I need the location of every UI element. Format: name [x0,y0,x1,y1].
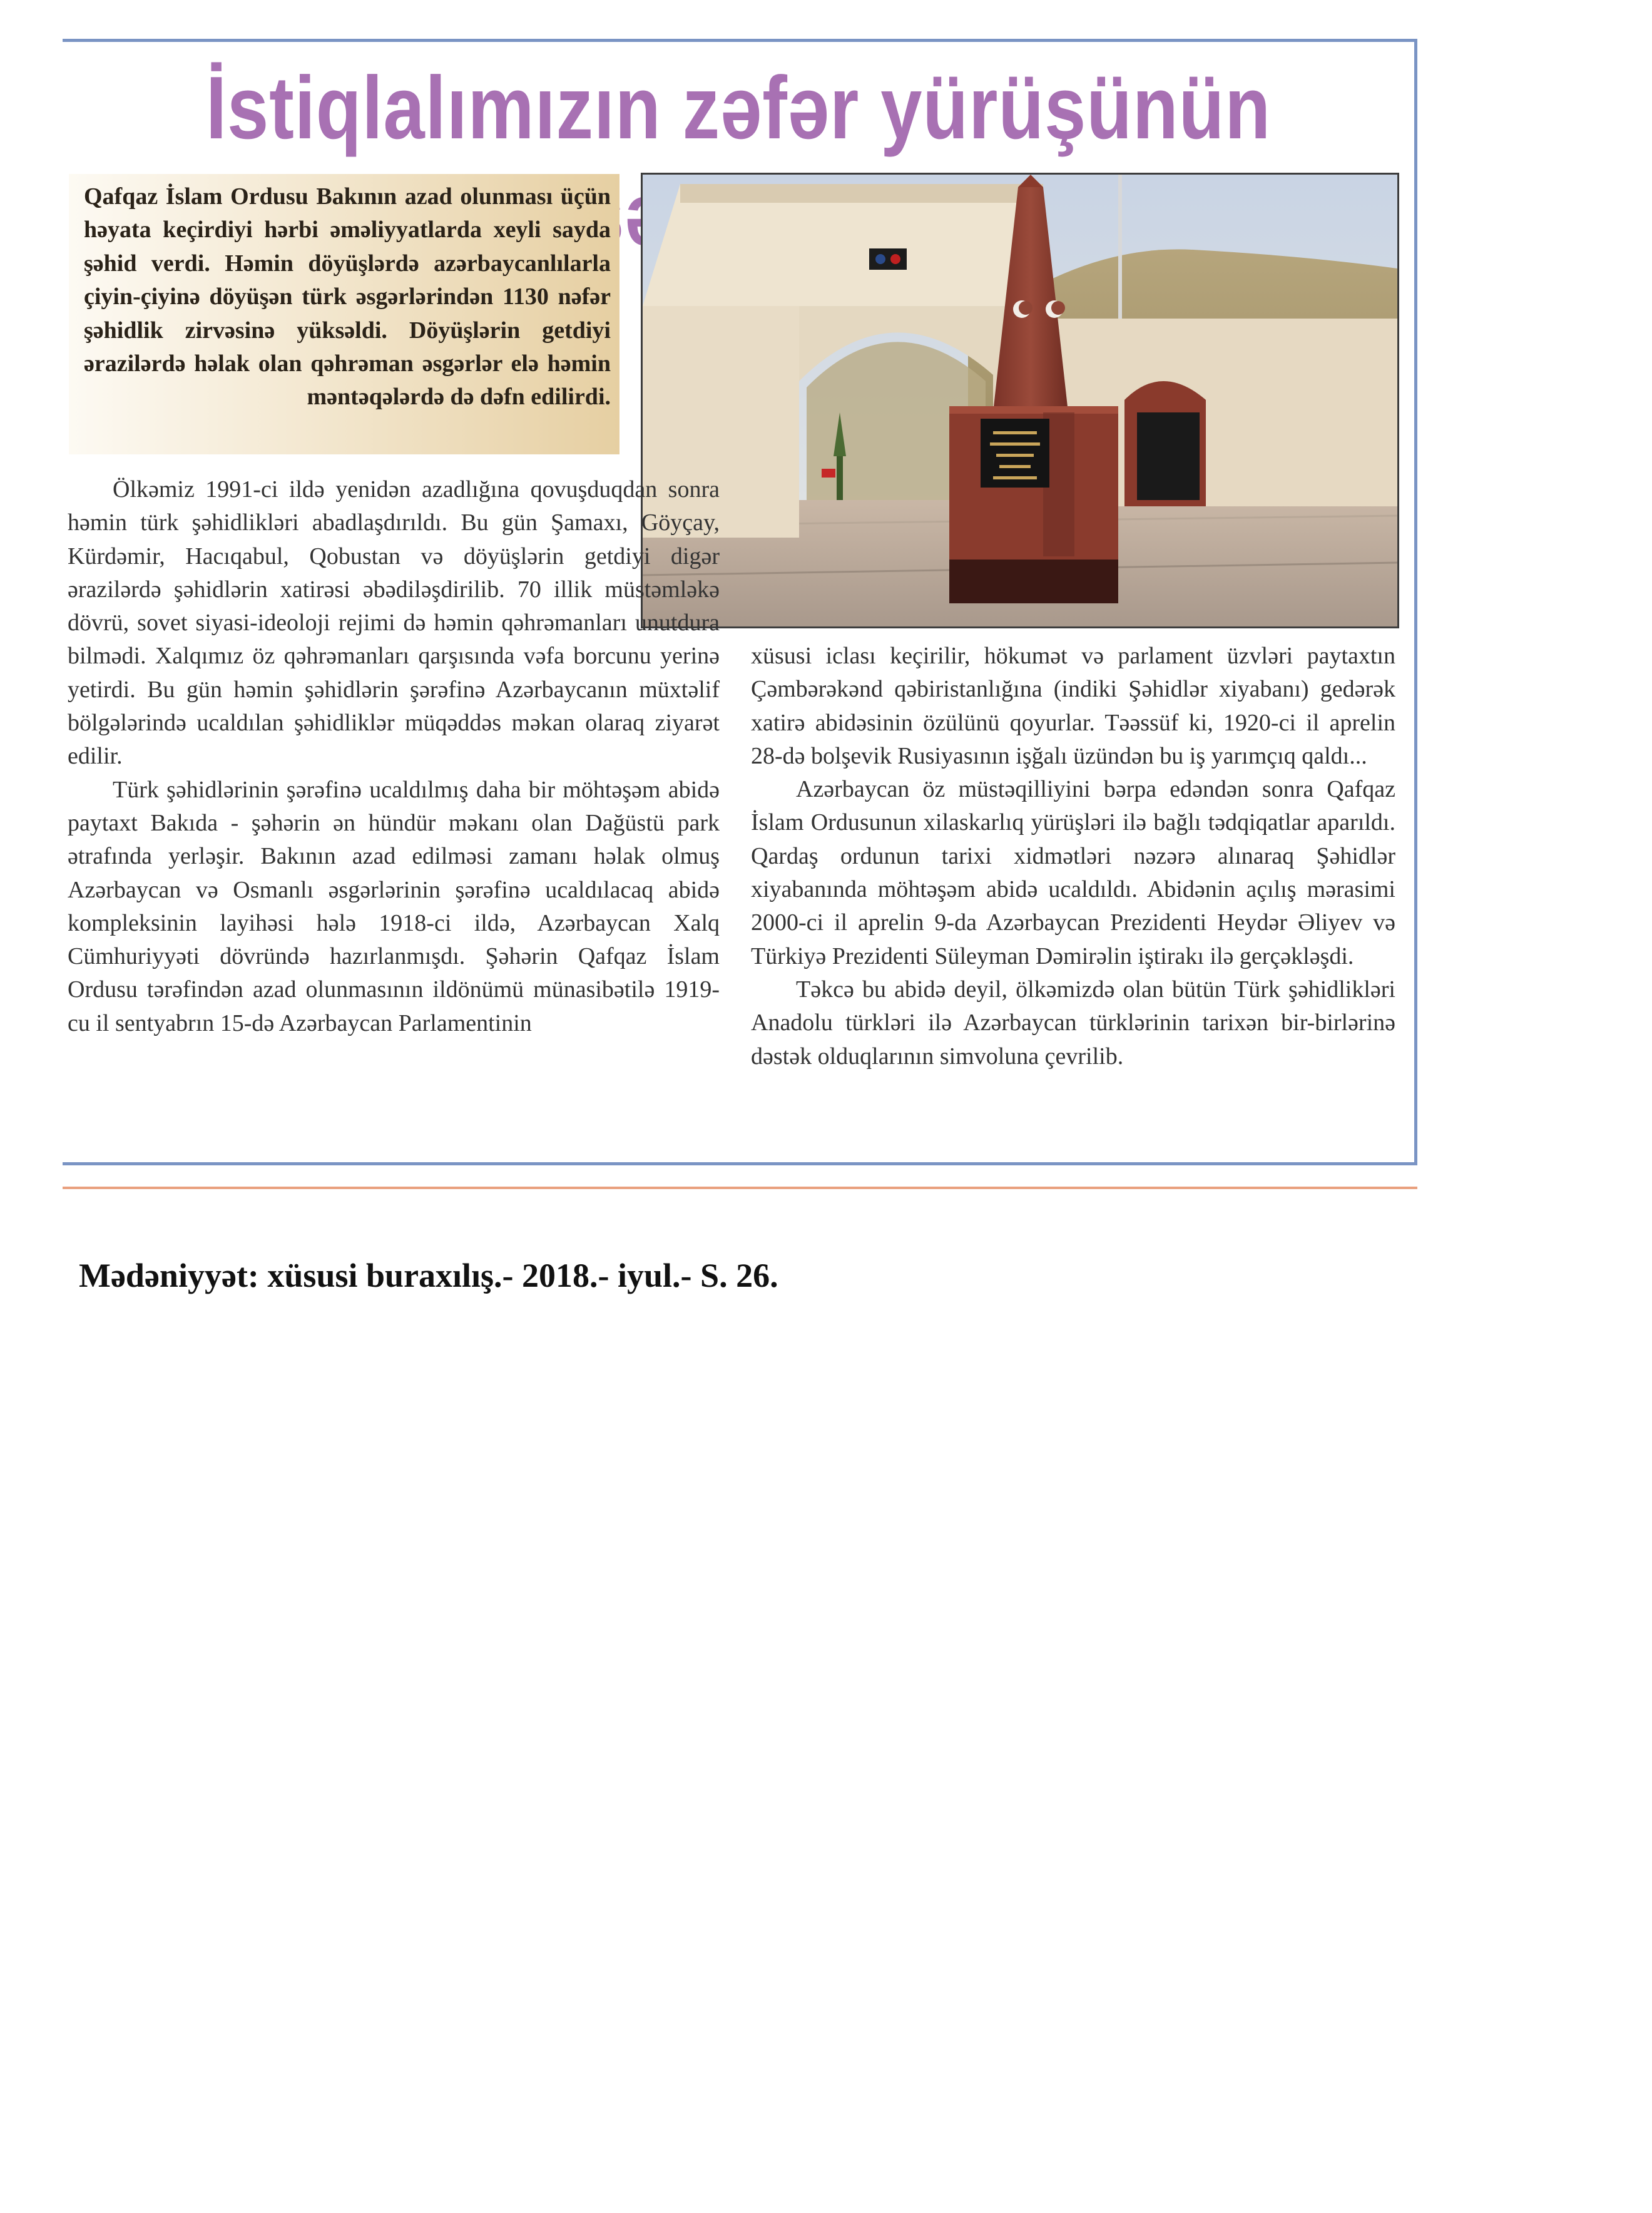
right-paragraph-1: xüsusi iclası keçirilir, hökumət və parlament üzvləri paytaxtın Çəmbərəkənd qəbiristanlığına (indiki Şəhidlər xiyabanı) gedərək xatirə abidəsinin özülünü qoyurlar. Təəssüf ki, 1920-ci il aprelin 28-də bolşevik Rusiyasının işğalı üzündən bu iş yarımçıq qaldı... [751,643,1395,769]
crescent-cutout [1019,301,1032,315]
azerbaijan-flag-emblem [875,254,885,264]
inscription-line [990,442,1040,446]
left-paragraph-2: Türk şəhidlərinin şərəfinə ucaldılmış daha bir möhtəşəm abidə paytaxt Bakıda - şəhərin ən hündür məkanı olan Dağüstü park ətrafında yerləşir. Bakının azad edilməsi zamanı həlak olmuş Azərbaycan və Osmanlı əsgərlərinin şərəfinə ucaldılacaq abidə kompleksinin layihəsi hələ 1918-ci ildə, Azərbaycan Xalq Cümhuriyyəti dövründə hazırlanmışdı. Şəhərin Qafqaz İslam Ordusu tərəfindən azad olunmasının ildönümü münasibətilə 1919-cu il sentyabrın 15-də Azərbaycan Parlamentinin [68,776,720,1036]
turkey-flag-emblem [890,254,900,264]
right-paragraph-3: Təkcə bu abidə deyil, ölkəmizdə olan bütün Türk şəhidlikləri Anadolu türkləri ilə Azərbaycan türklərinin tarixən bir-birlərinə dəstək olduqlarının simvoluna çevrilib. [751,976,1395,1070]
black-plinth [949,560,1118,603]
base-cap [949,406,1118,414]
cypress-tree [837,450,843,500]
inscription-line [996,454,1034,457]
right-column [751,640,1395,1073]
memorial-illustration [643,175,1397,626]
memorial-photo [641,173,1399,628]
small-turkish-flag [822,469,835,478]
left-column [68,473,720,1040]
article-title: İstiqlalımızın zəfər yürüşünün [206,58,1271,158]
inscription-line [999,465,1031,468]
left-paragraph-1: Ölkəmiz 1991-ci ildə yenidən azadlığına qovuşduqdan sonra həmin türk şəhidlikləri abadlaşdırıldı. Bu gün Şamaxı, Göyçay, Kürdəmir, Hacıqabul, Qobustan və döyüşlərin getdiyi digər ərazilərdə şəhidlərin xatirəsi əbədiləşdirilib. 70 illik müstəmləkə dövrü, sovet siyasi-ideoloji rejimi də həmin qəhrəmanları unutdura bilmədi. Xalqımız öz qəhrəmanları qarşısında vəfa borcunu yerinə yetirdi. Bu gün həmin şəhidlərin şərəfinə Azərbaycanın müxtəlif bölgələrində ucaldılan şəhidliklər müqəddəs məkan olaraq ziyarət edilir. [68,476,720,770]
flags-plaque [869,248,907,270]
lead-text: Qafqaz İslam Ordusu Bakının azad olunması üçün həyata keçirdiyi hərbi əməliyyatlarda xeyli sayda şəhid verdi. Həmin döyüşlərdə azərbaycanlılarla çiyin-çiyinə döyüşən türk əsgərlərindən 1130 nəfər şəhidlik zirvəsinə yüksəldi. Döyüşlərin getdiyi ərazilərdə həlak olan qəhrəman əsgərlər elə həmin məntəqələrdə də dəfn edilirdi. [84,183,611,411]
memorial-plaque [1137,412,1200,500]
inscription-line [993,476,1037,479]
right-paragraph-2: Azərbaycan öz müstəqilliyini bərpa edəndən sonra Qafqaz İslam Ordusunun xilaskarlıq yürüşləri ilə bağlı tədqiqatlar aparıldı. Qardaş ordunun tarixi xidmətləri nəzərə alınaraq Şəhidlər xiyabanında möhtəşəm abidə ucaldıldı. Abidənin açılış mərasimi 2000-ci il aprelin 9-da Azərbaycan Prezidenti Heydər Əliyev və Türkiyə Prezidenti Süleyman Dəmirəlin iştirakı ilə gerçəkləşdi. [751,776,1395,969]
source-citation: Mədəniyyət: xüsusi buraxılış.- 2018.- iyul.- S. 26. [79,1257,778,1294]
lead-box [69,174,620,454]
gate-cornice [680,184,1043,203]
footer-rule [63,1187,1417,1189]
inscription-line [993,431,1037,434]
crescent-cutout [1051,301,1065,315]
